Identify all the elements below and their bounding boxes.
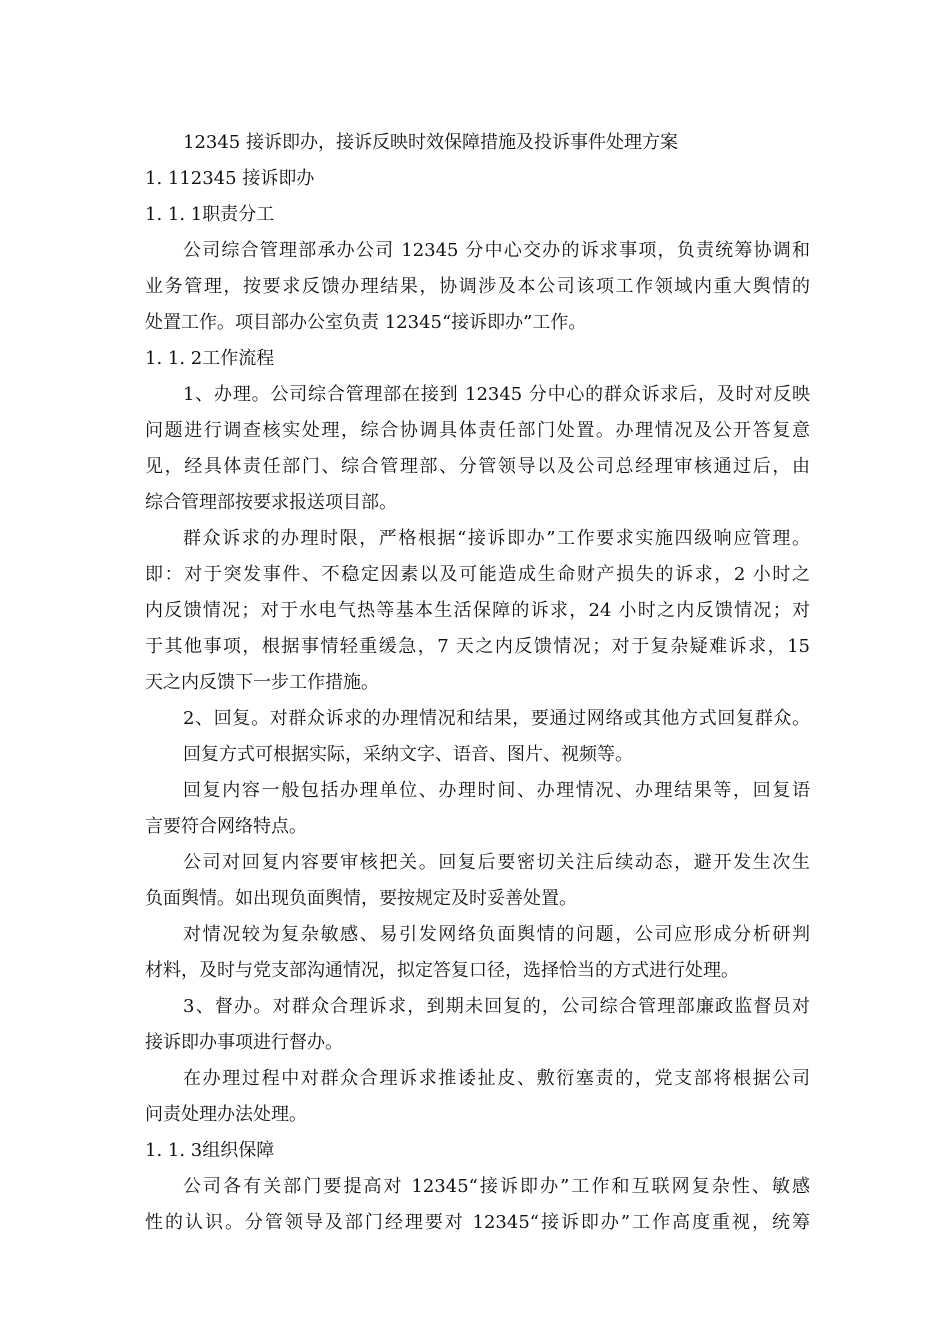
paragraph-line: 2、回复。对群众诉求的办理情况和结果，要通过网络或其他方式回复群众。 <box>183 708 810 729</box>
paragraph-line: 综合管理部按要求报送项目部。 <box>145 492 397 513</box>
paragraph-line: 3、督办。对群众合理诉求，到期未回复的，公司综合管理部廉政监督员对 <box>183 996 810 1017</box>
heading-organizational-support: 1. 1. 3组织保障 <box>145 1140 275 1161</box>
paragraph-line: 性的认识。分管领导及部门经理要对 12345“接诉即办”工作高度重视，统筹 <box>145 1212 810 1233</box>
heading-responsibilities: 1. 1. 1职责分工 <box>145 204 275 225</box>
paragraph-line: 问责处理办法处理。 <box>145 1104 307 1125</box>
paragraph-line: 公司各有关部门要提高对 12345“接诉即办”工作和互联网复杂性、敏感 <box>183 1176 810 1197</box>
paragraph-line: 接诉即办事项进行督办。 <box>145 1032 343 1053</box>
paragraph-line: 于其他事项，根据事情轻重缓急，7 天之内反馈情况；对于复杂疑难诉求，15 <box>145 636 810 657</box>
paragraph-line: 材料，及时与党支部沟通情况，拟定答复口径，选择恰当的方式进行处理。 <box>145 960 739 981</box>
paragraph-line: 1、办理。公司综合管理部在接到 12345 分中心的群众诉求后，及时对反映 <box>183 384 810 405</box>
paragraph-line: 公司综合管理部承办公司 12345 分中心交办的诉求事项，负责统筹协调和 <box>183 240 810 261</box>
paragraph-line: 群众诉求的办理时限，严格根据“接诉即办”工作要求实施四级响应管理。 <box>183 528 810 549</box>
paragraph-line: 言要符合网络特点。 <box>145 816 307 837</box>
paragraph-line: 对情况较为复杂敏感、易引发网络负面舆情的问题，公司应形成分析研判 <box>183 924 810 945</box>
paragraph-line: 内反馈情况；对于水电气热等基本生活保障的诉求，24 小时之内反馈情况；对 <box>145 600 810 621</box>
document-body <box>145 125 810 1241</box>
paragraph-line: 负面舆情。如出现负面舆情，要按规定及时妥善处置。 <box>145 888 577 909</box>
heading-workflow: 1. 1. 2工作流程 <box>145 348 275 369</box>
heading-section-1-1: 1. 112345 接诉即办 <box>145 168 315 189</box>
paragraph-line: 处置工作。项目部办公室负责 12345“接诉即办”工作。 <box>145 312 587 333</box>
paragraph-line: 即：对于突发事件、不稳定因素以及可能造成生命财产损失的诉求，2 小时之 <box>145 564 810 585</box>
paragraph-line: 回复方式可根据实际，采纳文字、语音、图片、视频等。 <box>183 744 633 765</box>
paragraph-line: 天之内反馈下一步工作措施。 <box>145 672 379 693</box>
paragraph-line: 回复内容一般包括办理单位、办理时间、办理情况、办理结果等，回复语 <box>183 780 810 801</box>
paragraph-line: 公司对回复内容要审核把关。回复后要密切关注后续动态，避开发生次生 <box>183 852 810 873</box>
paragraph-line: 见，经具体责任部门、综合管理部、分管领导以及公司总经理审核通过后，由 <box>145 456 810 477</box>
paragraph-line: 问题进行调查核实处理，综合协调具体责任部门处置。办理情况及公开答复意 <box>145 420 810 441</box>
document-title: 12345 接诉即办，接诉反映时效保障措施及投诉事件处理方案 <box>183 132 678 153</box>
paragraph-line: 在办理过程中对群众合理诉求推诿扯皮、敷衍塞责的，党支部将根据公司 <box>183 1068 810 1089</box>
paragraph-line: 业务管理，按要求反馈办理结果，协调涉及本公司该项工作领域内重大舆情的 <box>145 276 810 297</box>
